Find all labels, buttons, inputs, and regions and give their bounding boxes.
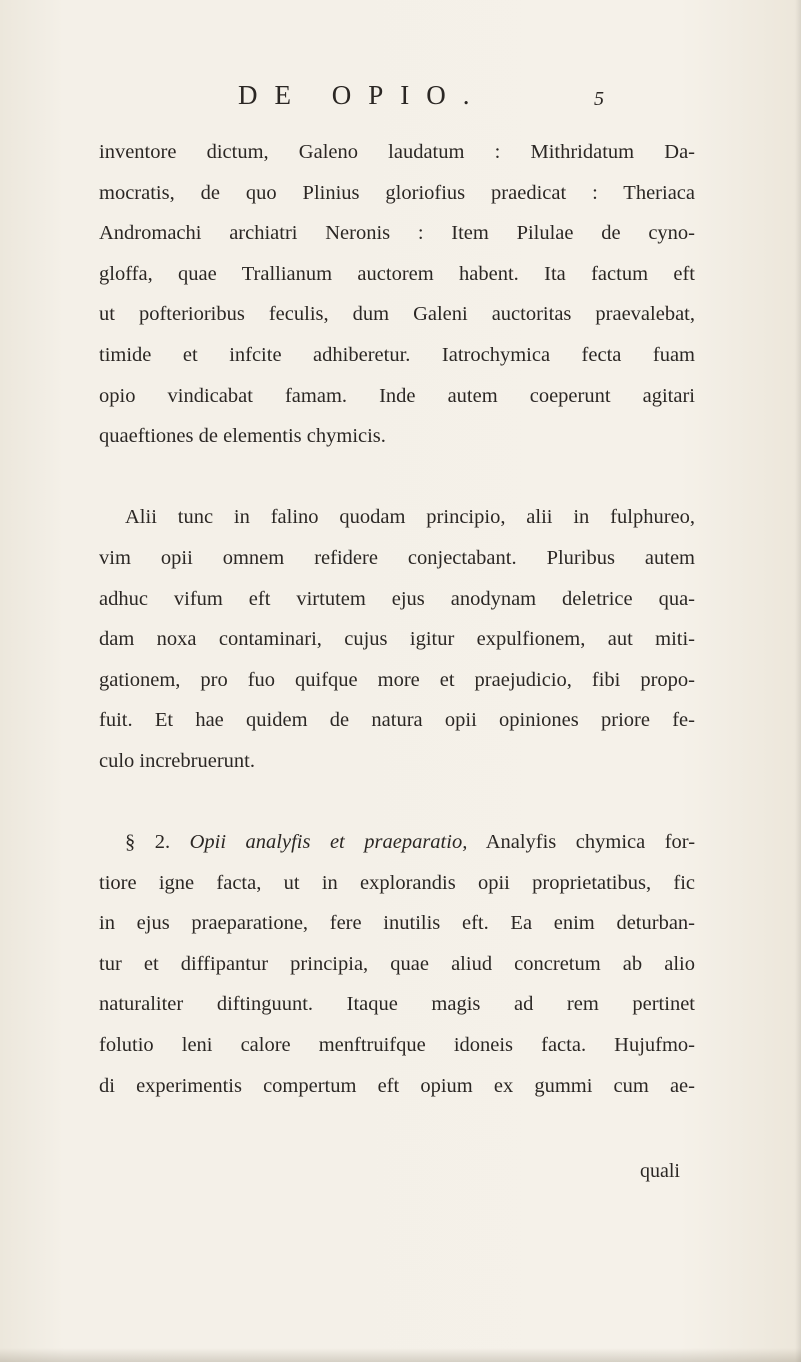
text-line: mocratis, de quo Plinius gloriofius praedicat : Theriaca	[99, 181, 695, 204]
text-line: tur et diffipantur principia, quae aliud concretum ab alio	[99, 952, 695, 975]
text-line: inventore dictum, Galeno laudatum : Mithridatum Da-	[99, 141, 695, 163]
paragraph-gap	[99, 782, 695, 823]
text-line: gloffa, quae Trallianum auctorem habent. Ita factum eft	[99, 262, 695, 285]
text-line: in ejus praeparatione, fere inutilis eft. Ea enim deturban-	[99, 912, 695, 935]
page-edge-shadow	[795, 0, 801, 1362]
text-line: adhuc vifum eft virtutem ejus anodynam deletrice qua-	[99, 587, 695, 610]
text-line: ut pofterioribus feculis, dum Galeni auctoritas praevalebat,	[99, 303, 695, 326]
text-line: folutio leni calore menftruifque idoneis facta. Hujufmo-	[99, 1034, 695, 1057]
paragraph-3	[99, 822, 695, 1106]
text-line: Andromachi archiatri Neronis : Item Pilulae de cyno-	[99, 222, 695, 245]
section-heading-line	[99, 822, 695, 863]
text-line: Alii tunc in falino quodam principio, alii in fulphureo,	[125, 506, 695, 529]
section-mark: § 2.	[125, 831, 171, 854]
paragraph-gap	[99, 457, 695, 498]
text-line: culo increbruerunt.	[99, 749, 255, 772]
text-line: timide et infcite adhiberetur. Iatrochymica fecta fuam	[99, 343, 695, 366]
text-line: tiore igne facta, ut in explorandis opii proprietatibus, fic	[99, 871, 695, 894]
text-line: fuit. Et hae quidem de natura opii opiniones priore fe-	[99, 709, 695, 732]
page-header	[0, 80, 801, 120]
text-line: dam noxa contaminari, cujus igitur expulfionem, aut miti-	[99, 628, 695, 651]
text-line: vim opii omnem refidere conjectabant. Pluribus autem	[99, 546, 695, 569]
body-text	[99, 132, 695, 1106]
page-bottom-shadow	[0, 1348, 801, 1362]
paragraph-2	[99, 497, 695, 781]
text-line: gationem, pro fuo quifque more et praejudicio, fibi propo-	[99, 668, 695, 691]
text-line: naturaliter diftinguunt. Itaque magis ad rem pertinet	[99, 993, 695, 1016]
running-title: DE OPIO.	[238, 80, 487, 110]
text-line: quaeftiones de elementis chymicis.	[99, 425, 386, 448]
section-title: Opii analyfis et praeparatio,	[189, 831, 468, 854]
paragraph-1	[99, 132, 695, 457]
page-number: 5	[594, 88, 604, 110]
text-line: opio vindicabat famam. Inde autem coeperunt agitari	[99, 384, 695, 407]
text-span: Analyfis chymica for-	[485, 831, 696, 854]
text-line: di experimentis compertum eft opium ex gummi cum ae-	[99, 1074, 695, 1097]
catchword: quali	[640, 1160, 680, 1182]
